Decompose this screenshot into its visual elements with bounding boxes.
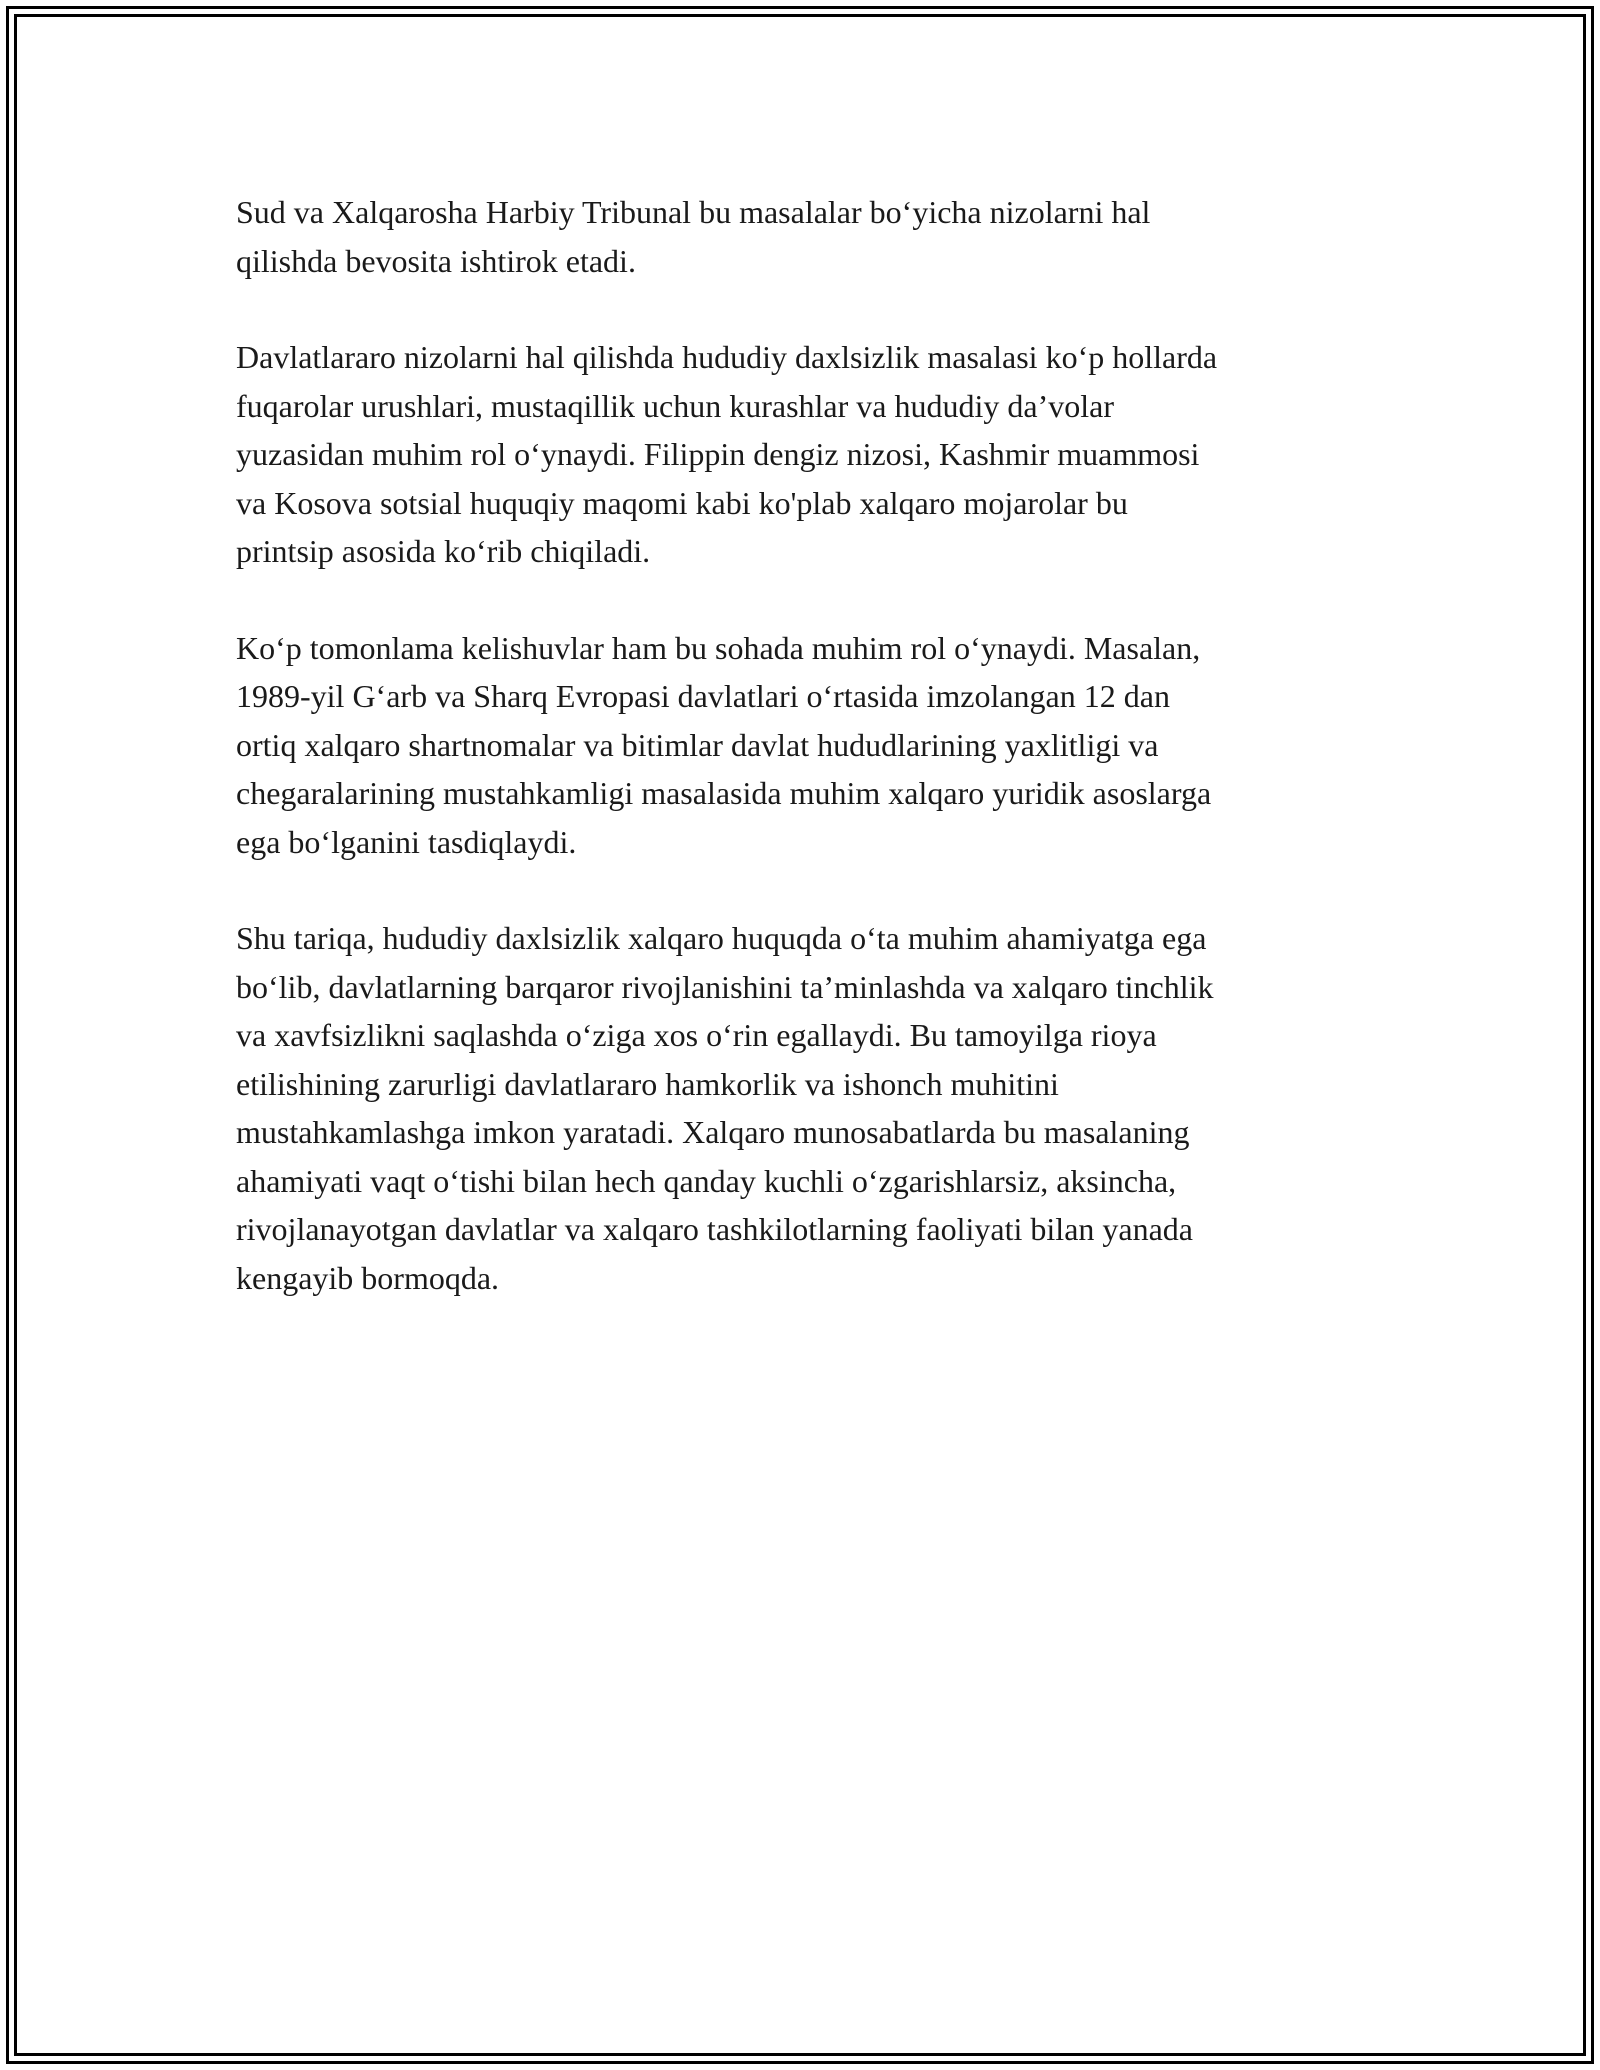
paragraph-conclusion: Shu tariqa, hududiy daxlsizlik xalqaro huquqda o‘ta muhim ahamiyatga ega bo‘lib, davlatlarning barqaror rivojlanishini ta’minlashda va xalqaro tinchlik va xavfsizlikni saqlashda o‘ziga xos o‘rin egallaydi. Bu tamoyilga rioya etilishining zarurligi davlatlararo hamkorlik va ishonch muhitini mustahkamlashga imkon yaratadi. Xalqaro munosabatlarda bu masalaning ahamiyati vaqt o‘tishi bilan hech qanday kuchli o‘zgarishlarsiz, aksincha, rivojlanayotgan davlatlar va xalqaro tashkilotlarning faoliyati bilan yanada kengayib bormoqda.: [236, 920, 1214, 1296]
paragraph-interstate-disputes: Davlatlararo nizolarni hal qilishda hududiy daxlsizlik masalasi ko‘p hollarda fuqarolar urushlari, mustaqillik uchun kurashlar va hududiy da’volar yuzasidan muhim rol o‘ynaydi. Filippin dengiz nizosi, Kashmir muammosi va Kosova sotsial huquqiy maqomi kabi ko'plab xalqaro mojarolar bu printsip asosida ko‘rib chiqiladi.: [236, 339, 1218, 569]
paragraph-tribunal: Sud va Xalqarosha Harbiy Tribunal bu masalalar bo‘yicha nizolarni hal qilishda bevosita ishtirok etadi.: [236, 194, 1151, 279]
document-body: [236, 188, 1396, 1350]
paragraph-multilateral-agreements: Ko‘p tomonlama kelishuvlar ham bu sohada muhim rol o‘ynaydi. Masalan, 1989-yil G‘arb va Sharq Evropasi davlatlari o‘rtasida imzolangan 12 dan ortiq xalqaro shartnomalar va bitimlar davlat hududlarining yaxlitligi va chegaralarining mustahkamligi masalasida muhim xalqaro yuridik asoslarga ega bo‘lganini tasdiqlaydi.: [236, 629, 1212, 860]
